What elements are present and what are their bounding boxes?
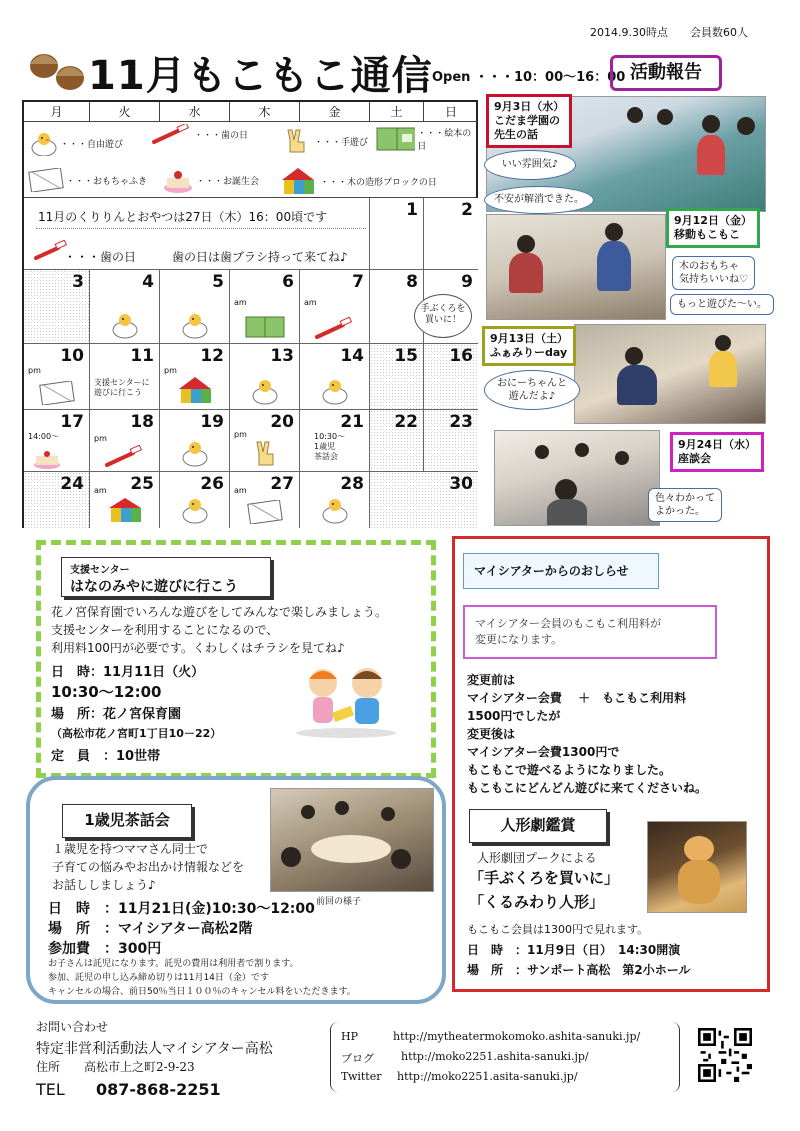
picture-book-icon	[376, 126, 415, 152]
free-play-icon	[320, 494, 350, 524]
support-place: 場 所：花ノ宮保育園	[51, 707, 182, 722]
day-cell-19: 19	[160, 410, 230, 472]
tea-desc-2: 子育ての悩みやお出かけ情報などを	[52, 860, 245, 874]
day-cell-25: 25 am	[90, 472, 160, 528]
tea-place: 場 所 ：マイシアター高松2階	[48, 921, 253, 937]
day-cell-20: 20 pm	[230, 410, 300, 472]
play-title-1: 「手ぶくろを買いに」	[469, 869, 620, 887]
tea-talk-section	[26, 776, 446, 1004]
day-cell-12: 12 pm	[160, 344, 230, 410]
day-cell-18: 18 pm	[90, 410, 160, 472]
teeth-day-note: ・・・歯の日	[64, 250, 137, 264]
ghost-icon	[30, 130, 58, 156]
report-bubble-4: 色々わかって よかった。	[648, 488, 722, 522]
blog-link[interactable]: http://moko2251.ashita-sanuki.jp/	[401, 1050, 589, 1063]
peace-hand-icon	[282, 128, 312, 154]
free-play-icon	[320, 375, 350, 405]
tea-talk-title: 1歳児茶話会	[62, 804, 192, 838]
fee-change-notice: マイシアター会員のもこもこ利用料が 変更になります。	[463, 605, 717, 659]
toothbrush-icon	[34, 240, 68, 260]
theater-banner: マイシアターからのおしらせ	[463, 553, 659, 589]
day-cell-16: 16	[424, 344, 478, 410]
hp-label: HP	[341, 1030, 358, 1043]
member-count: 会員数60人	[690, 26, 748, 39]
day-cell-4: 4	[90, 270, 160, 344]
toothbrush-reminder: 歯の日は歯ブラシ持って来てね♪	[172, 250, 348, 264]
report-bubble-1a: いい雰囲気♪	[484, 150, 576, 180]
page-title: 11月もこもこ通信	[88, 53, 433, 99]
tea-photo-caption: 前回の様子	[316, 897, 362, 907]
legend-teeth-day: ・・・歯の日	[152, 124, 248, 144]
acorn-icon	[22, 38, 92, 98]
support-capacity: 定 員 ：10世帯	[51, 749, 161, 764]
support-desc-3: 利用料100円が必要です。くわしくはチラシを見てね♪	[51, 641, 345, 655]
mytheater-section	[452, 536, 770, 992]
puppet-photo	[647, 821, 747, 913]
snack-note: 11月のくりりんとおやつは27日（木）16：00頃です	[38, 210, 328, 224]
tea-note-2: 参加、託児の申し込み締め切りは11月14日（金）です	[48, 973, 269, 983]
puppet-show-title: 人形劇鑑賞	[469, 809, 607, 843]
day-cell-23: 23	[424, 410, 478, 472]
tea-photo	[270, 788, 434, 892]
day-cell-13: 13	[230, 344, 300, 410]
tea-desc-1: １歳児を持つママさん同士で	[52, 842, 209, 856]
report-label-2: 9月12日（金） 移動もこもこ	[666, 208, 760, 248]
hp-link[interactable]: http://mytheatermokomoko.ashita-sanuki.jp/	[393, 1030, 641, 1043]
day-cell-10: 10 pm	[24, 344, 90, 410]
legend-birthday: ・・・お誕生会	[162, 166, 259, 194]
day-cell-5: 5	[160, 270, 230, 344]
toy-wipe-icon	[247, 500, 283, 524]
tea-desc-3: お話ししましょう♪	[52, 878, 156, 892]
legend-wood-block: ・・・木の造形ブロックの日	[278, 166, 437, 196]
footer-links	[330, 1022, 680, 1092]
picture-book-icon	[245, 315, 285, 339]
support-title-box	[61, 557, 271, 597]
weekday-mon: 月	[24, 102, 90, 122]
weekday-fri: 金	[300, 102, 370, 122]
report-photo-2	[486, 214, 666, 320]
day-cell-8: 8	[370, 270, 424, 344]
day-cell-14: 14	[300, 344, 370, 410]
fee-before-detail: マイシアター会費 ＋ もこもこ利用料	[467, 691, 687, 705]
day-cell-17: 17 14:00～	[24, 410, 90, 472]
org-name: 特定非営利活動法人マイシアター高松	[36, 1041, 273, 1057]
gloves-play-bubble: 手ぶくろを 買いに！	[414, 294, 472, 338]
day-cell-7: 7 am	[300, 270, 370, 344]
blog-label: ブログ	[341, 1052, 374, 1065]
twitter-label: Twitter	[341, 1070, 382, 1083]
weekday-tue: 火	[90, 102, 160, 122]
member-price: もこもこ会員は1300円で見れます。	[467, 923, 649, 936]
fee-after-label: 変更後は	[467, 727, 516, 741]
day-cell-9: 9	[424, 270, 478, 344]
weekday-wed: 水	[160, 102, 230, 122]
report-label-3: 9月13日（土） ふぁみりーday	[482, 326, 576, 366]
free-play-icon	[180, 437, 210, 467]
report-label-4: 9月24日（水） 座談会	[670, 432, 764, 472]
support-address: （高松市花ノ宮町1丁目10－22）	[51, 727, 222, 740]
activity-report-badge: 活動報告	[610, 55, 722, 91]
calendar-legend	[24, 122, 476, 198]
weekday-sat: 土	[370, 102, 424, 122]
puppet-place: 場 所 ：サンポート高松 第2小ホール	[467, 963, 691, 977]
report-photo-3	[574, 324, 766, 424]
day-cell-11: 11 支援センターに 遊びに行こう	[90, 344, 160, 410]
weekday-thu: 木	[230, 102, 300, 122]
twitter-link[interactable]: http://moko2251.asita-sanuki.jp/	[397, 1070, 578, 1083]
support-heading: はなのみやに遊びに行こう	[70, 579, 238, 595]
legend-hand-play: ・・・手遊び	[282, 128, 368, 154]
birthday-cake-icon	[162, 166, 194, 194]
day-cell-26: 26	[160, 472, 230, 528]
report-bubble-2a: 木のおもちゃ 気持ちいいね♡	[672, 256, 755, 290]
date-note: 2014.9.30時点	[590, 26, 668, 39]
day-cell-30: 30	[370, 472, 478, 528]
support-desc-2: 支援センターを利用することになるので、	[51, 623, 279, 637]
org-address: 住所 高松市上之町2-9-23	[36, 1060, 195, 1074]
day-cell-22: 22	[370, 410, 424, 472]
support-desc-1: 花ノ宮保育園でいろんな遊びをしてみんなで楽しみましょう。	[51, 605, 388, 619]
free-play-icon	[250, 375, 280, 405]
inquiry-label: お問い合わせ	[36, 1020, 109, 1034]
fee-invite: もこもこにどんどん遊びに来てくださいね。	[467, 781, 708, 795]
open-hours: Open ・・・10：00～16：00	[432, 70, 626, 85]
day-cell-28: 28	[300, 472, 370, 528]
play-title-2: 「くるみわり人形」	[469, 893, 605, 911]
report-bubble-2b: もっと遊びた～い。	[670, 294, 774, 315]
free-play-icon	[180, 494, 210, 524]
toothbrush-icon	[315, 317, 355, 339]
report-bubble-3: おにーちゃんと 遊んだよ♪	[484, 370, 580, 410]
toy-wipe-icon	[39, 381, 75, 405]
weekday-sun: 日	[424, 102, 478, 122]
tea-date: 日 時 ：11月21日(金)10:30～12:00	[48, 901, 315, 917]
puppet-date: 日 時 ：11月9日（日） 14:30開演	[467, 943, 681, 957]
day-cell-3: 3	[24, 270, 90, 344]
day-cell-2: 2	[424, 198, 478, 270]
toothbrush-icon	[152, 124, 192, 144]
toothbrush-icon	[105, 445, 145, 467]
day-cell-6: 6 am	[230, 270, 300, 344]
calendar	[22, 100, 478, 528]
legend-picture-book: ・・・絵本の日	[376, 126, 476, 152]
support-date: 日 時：11月11日（火）	[51, 665, 205, 680]
tea-fee: 参加費 ：300円	[48, 941, 162, 957]
wood-block-icon	[175, 375, 215, 405]
report-bubble-1b: 不安が解消できた。	[484, 186, 594, 214]
support-center-section	[36, 540, 436, 778]
report-photo-4	[494, 430, 660, 526]
fee-before-label: 変更前は	[467, 673, 516, 687]
day-cell-15: 15	[370, 344, 424, 410]
report-label-1: 9月3日（水） こだま学園の 先生の話	[486, 94, 572, 148]
calendar-notes-cell	[24, 198, 370, 270]
day-cell-21: 21 10:30～ 1歳児 茶話会	[300, 410, 370, 472]
day-cell-1: 1	[370, 198, 424, 270]
support-time: 10:30～12:00	[51, 683, 162, 701]
puppet-troupe: 人形劇団プークによる	[477, 851, 597, 865]
tel-number[interactable]: 087-868-2251	[96, 1080, 221, 1099]
tel-label: TEL	[36, 1080, 65, 1099]
legend-toy-wipe: ・・・おもちゃふき	[28, 168, 147, 192]
fee-after-detail: マイシアター会費1300円で	[467, 745, 620, 759]
free-play-icon	[110, 309, 140, 339]
wooden-block-house-icon	[278, 166, 318, 196]
fee-before-amount: 1500円でしたが	[467, 709, 561, 723]
day-cell-27: 27 am	[230, 472, 300, 528]
cloth-icon	[28, 168, 64, 192]
hand-play-icon	[251, 439, 279, 467]
qr-code-icon[interactable]	[698, 1028, 752, 1082]
tea-note-3: キャンセルの場合、前日50％当日１００％のキャンセル料をいただきます。	[48, 987, 356, 997]
free-play-icon	[180, 309, 210, 339]
legend-free-play: ・・・自由遊び	[30, 130, 123, 156]
birthday-cake-icon	[32, 448, 62, 470]
tea-note-1: お子さんは託児になります。託児の費用は利用者で割ります。	[48, 959, 299, 969]
support-label: 支援センター	[70, 565, 130, 576]
kids-illustration	[291, 661, 401, 739]
wood-block-icon	[105, 496, 145, 524]
fee-after-note: もこもこで遊べるようになりました。	[467, 763, 672, 777]
day-cell-24: 24	[24, 472, 90, 528]
